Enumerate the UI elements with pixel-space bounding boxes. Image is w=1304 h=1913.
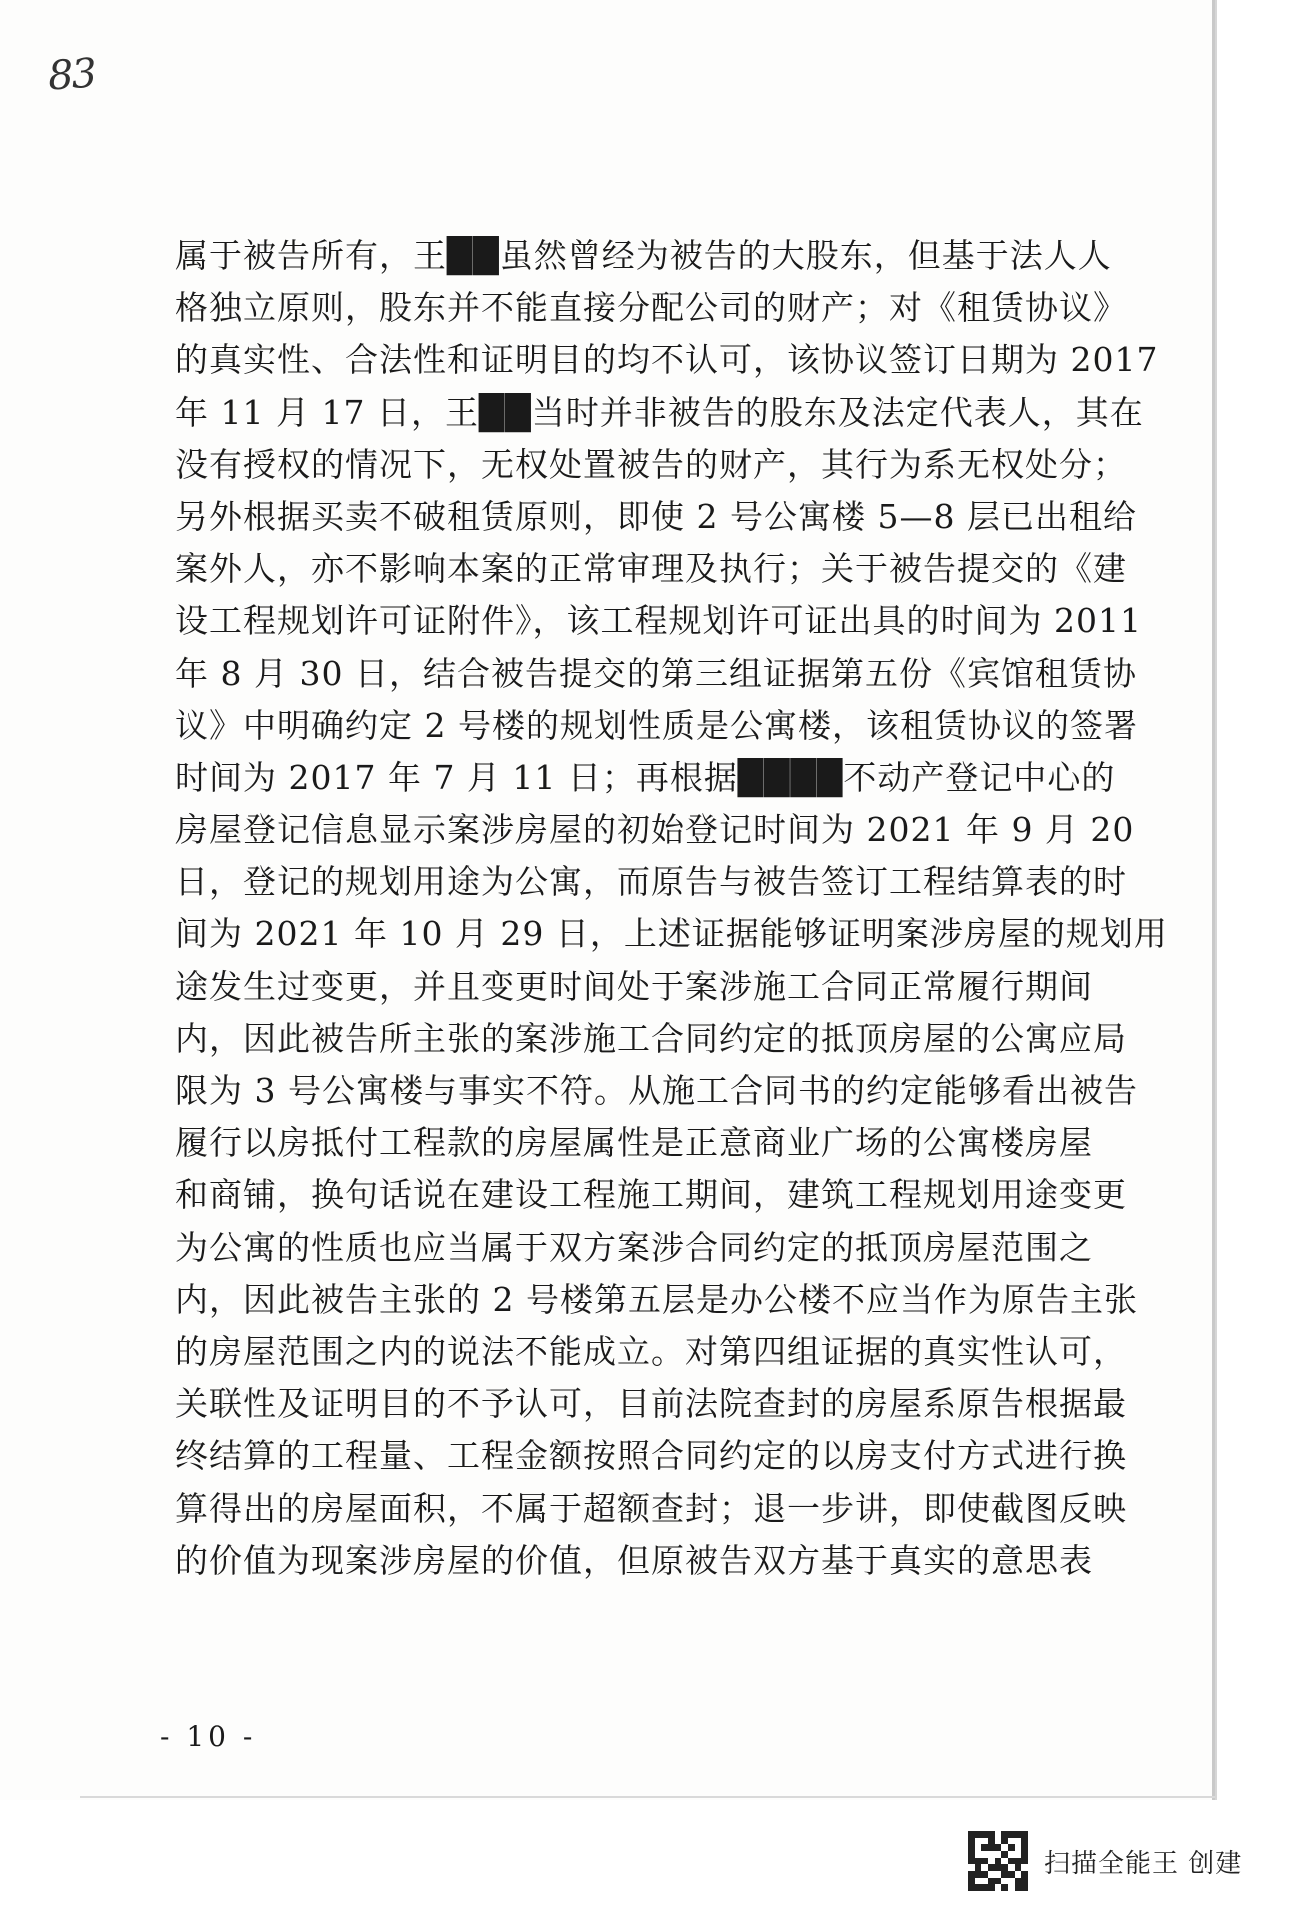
text-line: 内，因此被告所主张的案涉施工合同约定的抵顶房屋的公寓应局 bbox=[175, 1018, 1127, 1058]
text-line: 另外根据买卖不破租赁原则，即使 2 号公寓楼 5—8 层已出租给 bbox=[175, 496, 1137, 536]
text-line: 房屋登记信息显示案涉房屋的初始登记时间为 2021 年 9 月 20 bbox=[175, 810, 1135, 850]
text-line: 内，因此被告主张的 2 号楼第五层是办公楼不应当作为原告主张 bbox=[175, 1279, 1138, 1319]
text-line: 履行以房抵付工程款的房屋属性是正意商业广场的公寓楼房屋 bbox=[175, 1123, 1093, 1163]
text-line: 属于被告所有，王██虽然曾经为被告的大股东，但基于法人人 bbox=[175, 236, 1112, 275]
text-line: 终结算的工程量、工程金额按照合同约定的以房支付方式进行换 bbox=[175, 1436, 1127, 1476]
page-number: - 10 - bbox=[160, 1720, 257, 1753]
text-line: 时间为 2017 年 7 月 11 日；再根据████不动产登记中心的 bbox=[175, 757, 1116, 797]
text-line: 日，登记的规划用途为公寓，而原告与被告签订工程结算表的时 bbox=[175, 862, 1127, 902]
text-line: 为公寓的性质也应当属于双方案涉合同约定的抵顶房屋范围之 bbox=[175, 1227, 1093, 1267]
handwritten-page-mark: 83 bbox=[46, 50, 97, 100]
page-edge-bottom bbox=[80, 1796, 1215, 1798]
text-line: 案外人，亦不影响本案的正常审理及执行；关于被告提交的《建 bbox=[175, 549, 1127, 589]
scanner-watermark bbox=[968, 1826, 1242, 1896]
text-line: 没有授权的情况下，无权处置被告的财产，其行为系无权处分； bbox=[175, 444, 1127, 484]
text-line: 格独立原则，股东并不能直接分配公司的财产；对《租赁协议》 bbox=[175, 288, 1127, 328]
watermark-text: 扫描全能王 创建 bbox=[1044, 1848, 1243, 1879]
document-body bbox=[175, 230, 1168, 1587]
text-line: 的房屋范围之内的说法不能成立。对第四组证据的真实性认可， bbox=[175, 1331, 1127, 1371]
text-line: 年 11 月 17 日，王██当时并非被告的股东及法定代表人，其在 bbox=[175, 392, 1144, 432]
text-line: 的真实性、合法性和证明目的均不认可，该协议签订日期为 2017 bbox=[175, 340, 1159, 380]
text-line: 间为 2021 年 10 月 29 日，上述证据能够证明案涉房屋的规划用 bbox=[175, 914, 1168, 954]
text-line: 途发生过变更，并且变更时间处于案涉施工合同正常履行期间 bbox=[175, 966, 1093, 1006]
text-line: 限为 3 号公寓楼与事实不符。从施工合同书的约定能够看出被告 bbox=[175, 1071, 1138, 1110]
text-line: 关联性及证明目的不予认可，目前法院查封的房屋系原告根据最 bbox=[175, 1384, 1127, 1424]
text-line: 设工程规划许可证附件》，该工程规划许可证出具的时间为 2011 bbox=[175, 601, 1142, 641]
text-line: 和商铺，换句话说在建设工程施工期间，建筑工程规划用途变更 bbox=[175, 1175, 1127, 1215]
text-line: 年 8 月 30 日，结合被告提交的第三组证据第五份《宾馆租赁协 bbox=[175, 653, 1137, 693]
text-line: 的价值为现案涉房屋的价值，但原被告双方基于真实的意思表 bbox=[175, 1540, 1093, 1580]
text-line: 算得出的房屋面积，不属于超额查封；退一步讲，即使截图反映 bbox=[175, 1488, 1127, 1528]
qr-code-icon bbox=[968, 1831, 1028, 1891]
page-edge-right bbox=[1212, 0, 1215, 1800]
text-line: 议》中明确约定 2 号楼的规划性质是公寓楼，该租赁协议的签署 bbox=[175, 705, 1138, 745]
